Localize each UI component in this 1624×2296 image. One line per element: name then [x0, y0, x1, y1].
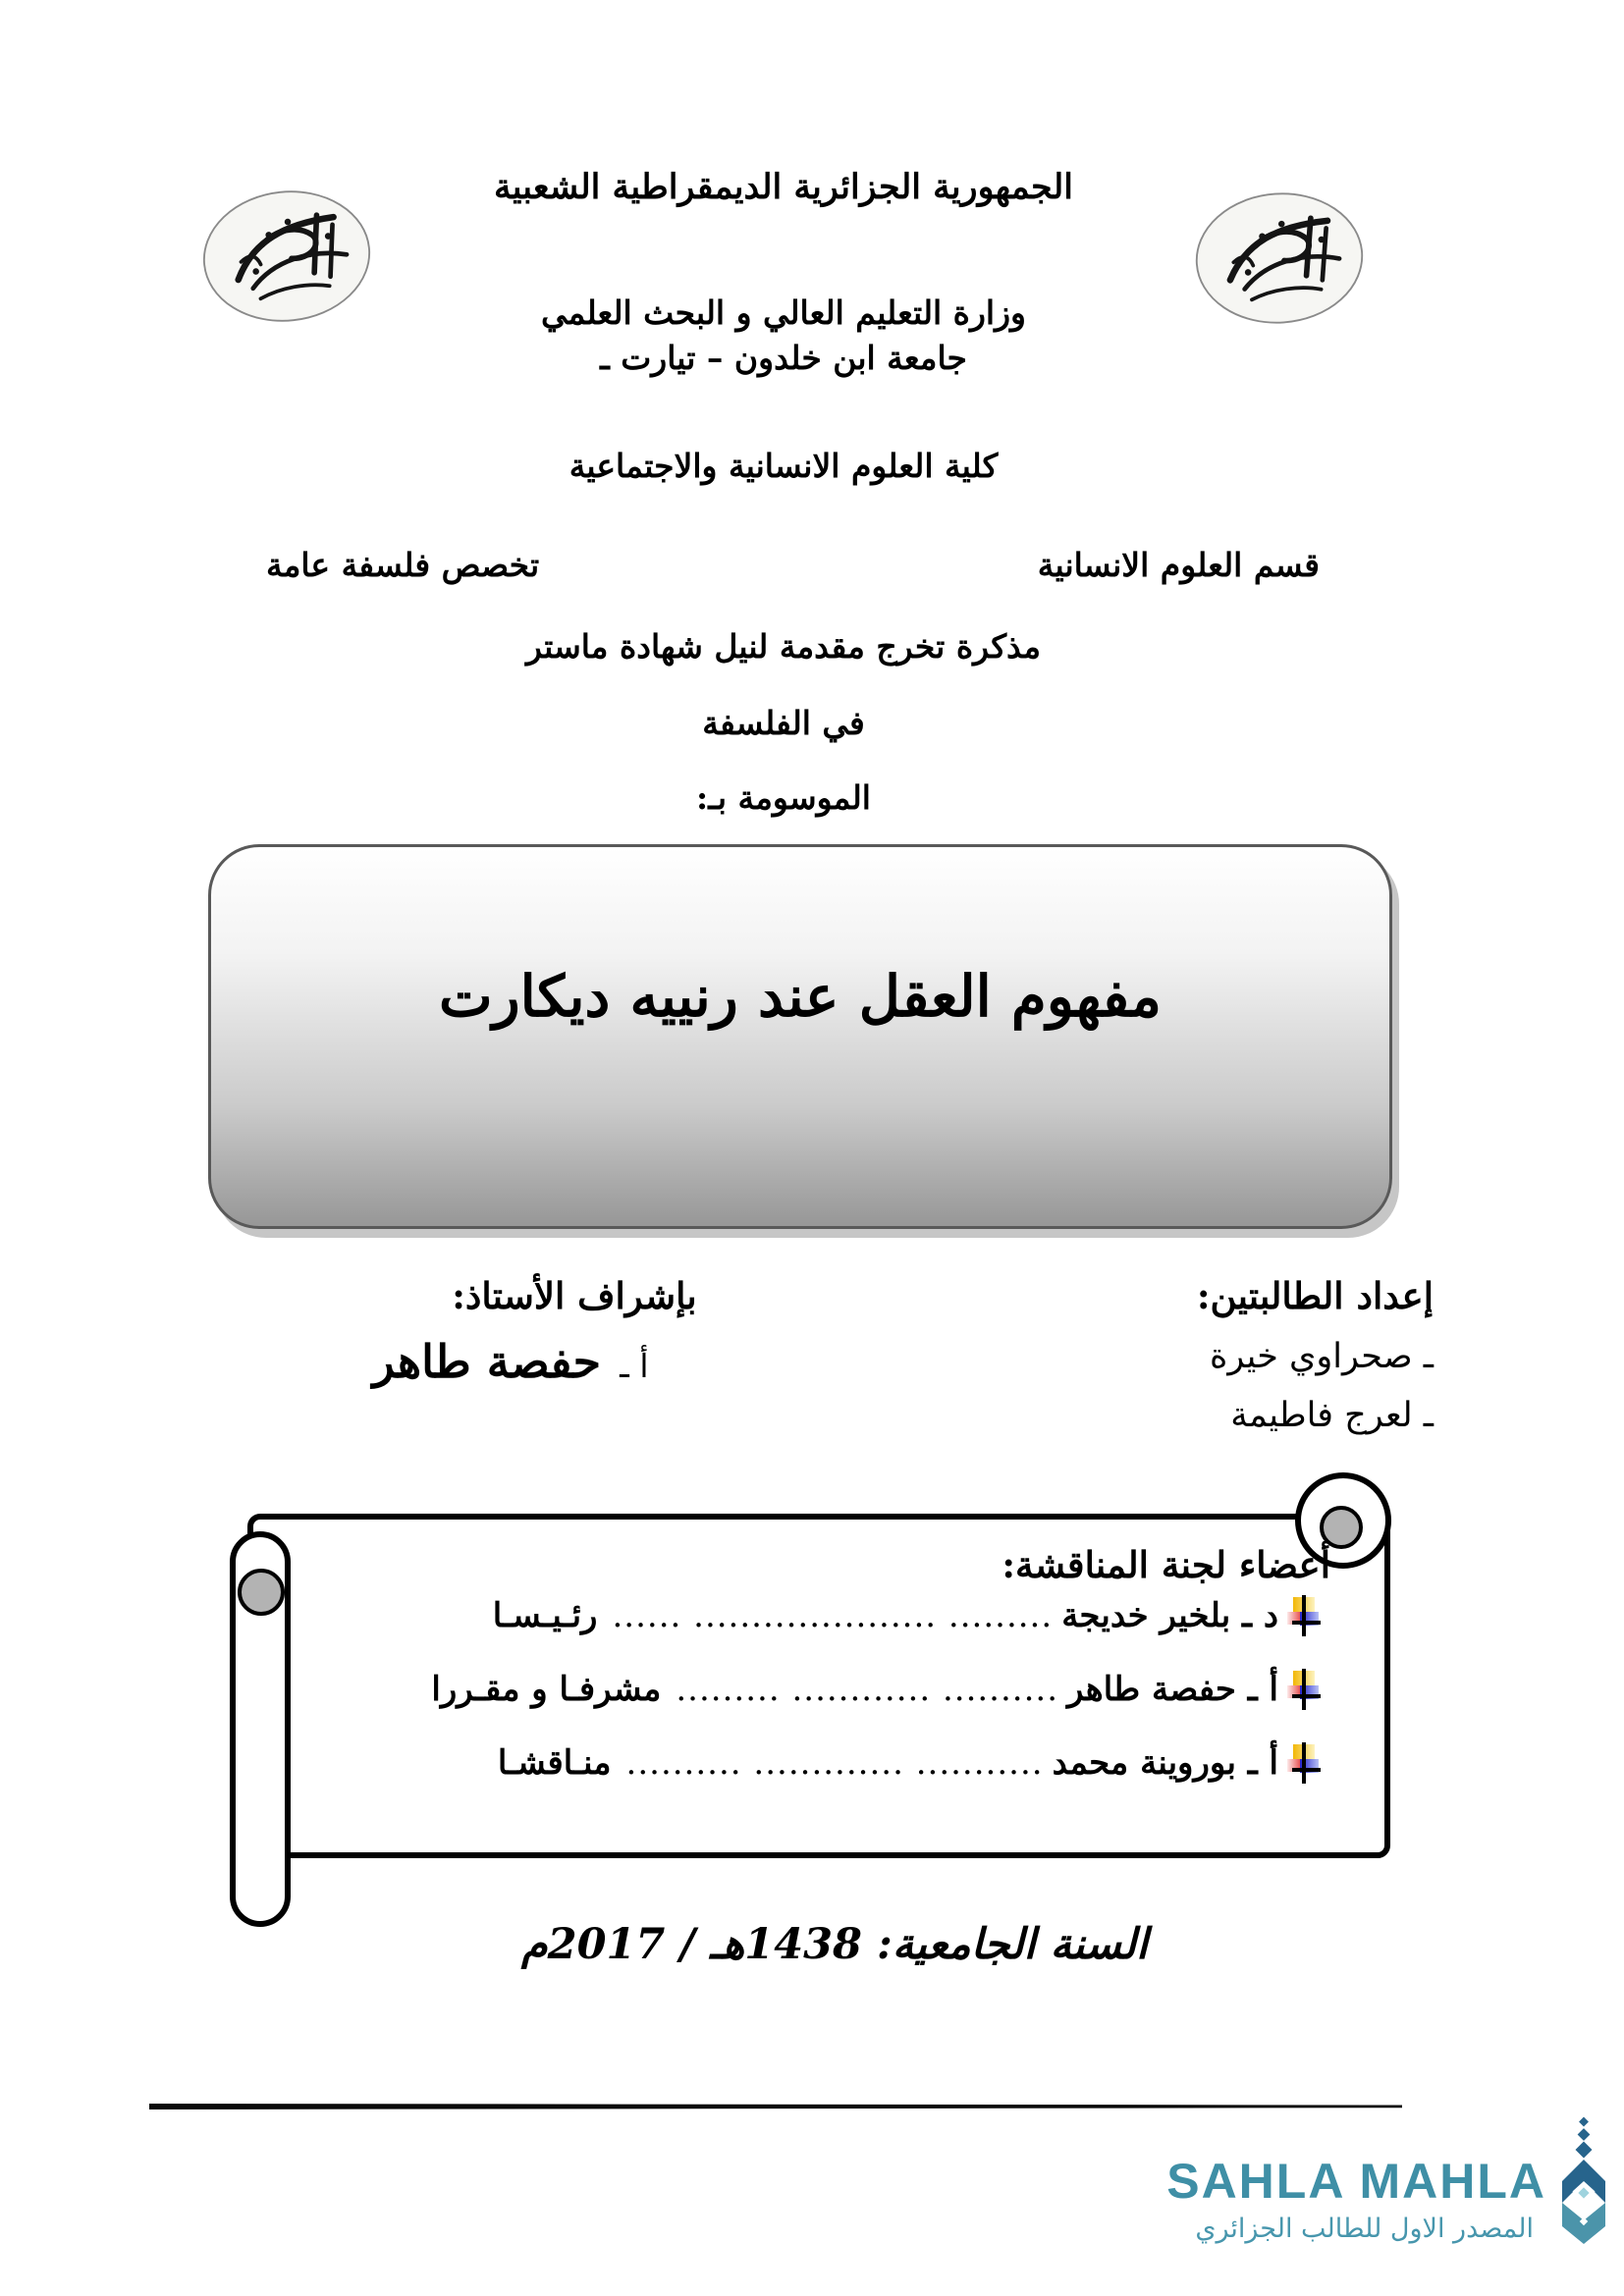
ministry-university-block: [0, 291, 1567, 381]
republic-title: الجمهورية الجزائرية الديمقراطية الشعبية: [493, 167, 1073, 207]
committee-heading: أعضاء لجنة المناقشة:: [1001, 1543, 1330, 1586]
committee-member-row: [493, 1595, 1321, 1636]
titled-label: الموسومة بـ:: [696, 778, 871, 817]
department-line: قسم العلوم الانسانية: [1037, 546, 1320, 584]
footer-divider: [149, 2104, 1402, 2109]
supervisor-name: حفصة طاهر: [372, 1335, 602, 1388]
students-label: إعداد الطالبتين:: [1196, 1274, 1434, 1317]
ministry-line: وزارة التعليم العالي و البحث العلمي: [541, 294, 1026, 332]
member-role: رئـيـسـا: [492, 1596, 598, 1635]
committee-member-row: [498, 1742, 1321, 1784]
committee-member-row: [431, 1669, 1321, 1710]
student-name: ـ صحراوي خيرة: [1210, 1337, 1434, 1376]
member-role: مشرفـا و مقـررا: [431, 1670, 662, 1709]
supervisor-label: بإشراف الأستاذ:: [452, 1274, 697, 1317]
thesis-title: مفهوم العقل عند رنييه ديكارت: [439, 963, 1162, 1030]
students-block: [1197, 1274, 1434, 1435]
flower-bullet-icon: [1287, 1595, 1321, 1636]
member-dots: .......... ............ .........: [676, 1670, 1059, 1709]
member-name: أ ـ بوروينة محمد: [1052, 1743, 1278, 1783]
flower-bullet-icon: [1287, 1669, 1321, 1710]
flower-bullet-icon: [1287, 1742, 1321, 1784]
member-role: منـاقشـا: [497, 1743, 612, 1783]
thesis-title-box: [208, 844, 1392, 1229]
brand-tagline: المصدر الاول للطالب الجزائري: [1195, 2214, 1534, 2244]
member-dots: ......... ..................... ......: [612, 1596, 1054, 1635]
brand-name: SAHLA MAHLA: [1166, 2154, 1546, 2209]
thesis-type-line: مذكرة تخرج مقدمة لنيل شهادة ماستر: [525, 627, 1042, 666]
brand-logo-icon: [1549, 2116, 1618, 2250]
supervisor-grade-prefix: أ ـ: [620, 1347, 649, 1385]
member-name: أ ـ حفصة طاهر: [1067, 1670, 1278, 1709]
faculty-line: كلية العلوم الانسانية والاجتماعية: [568, 447, 999, 485]
supervisor-name-row: [324, 1335, 697, 1388]
student-name: ـ لعرج فاطيمة: [1230, 1396, 1434, 1435]
academic-year: السنة الجامعية: 1438هـ / 2017م: [521, 1920, 1148, 1969]
specialty-line: تخصص فلسفة عامة: [266, 546, 540, 584]
field-line: في الفلسفة: [702, 704, 865, 742]
university-line: جامعة ابن خلدون – تيارت ـ: [600, 339, 967, 377]
member-dots: ........... ............. ..........: [625, 1743, 1044, 1783]
member-name: د ـ بلخير خديجة: [1061, 1596, 1278, 1635]
